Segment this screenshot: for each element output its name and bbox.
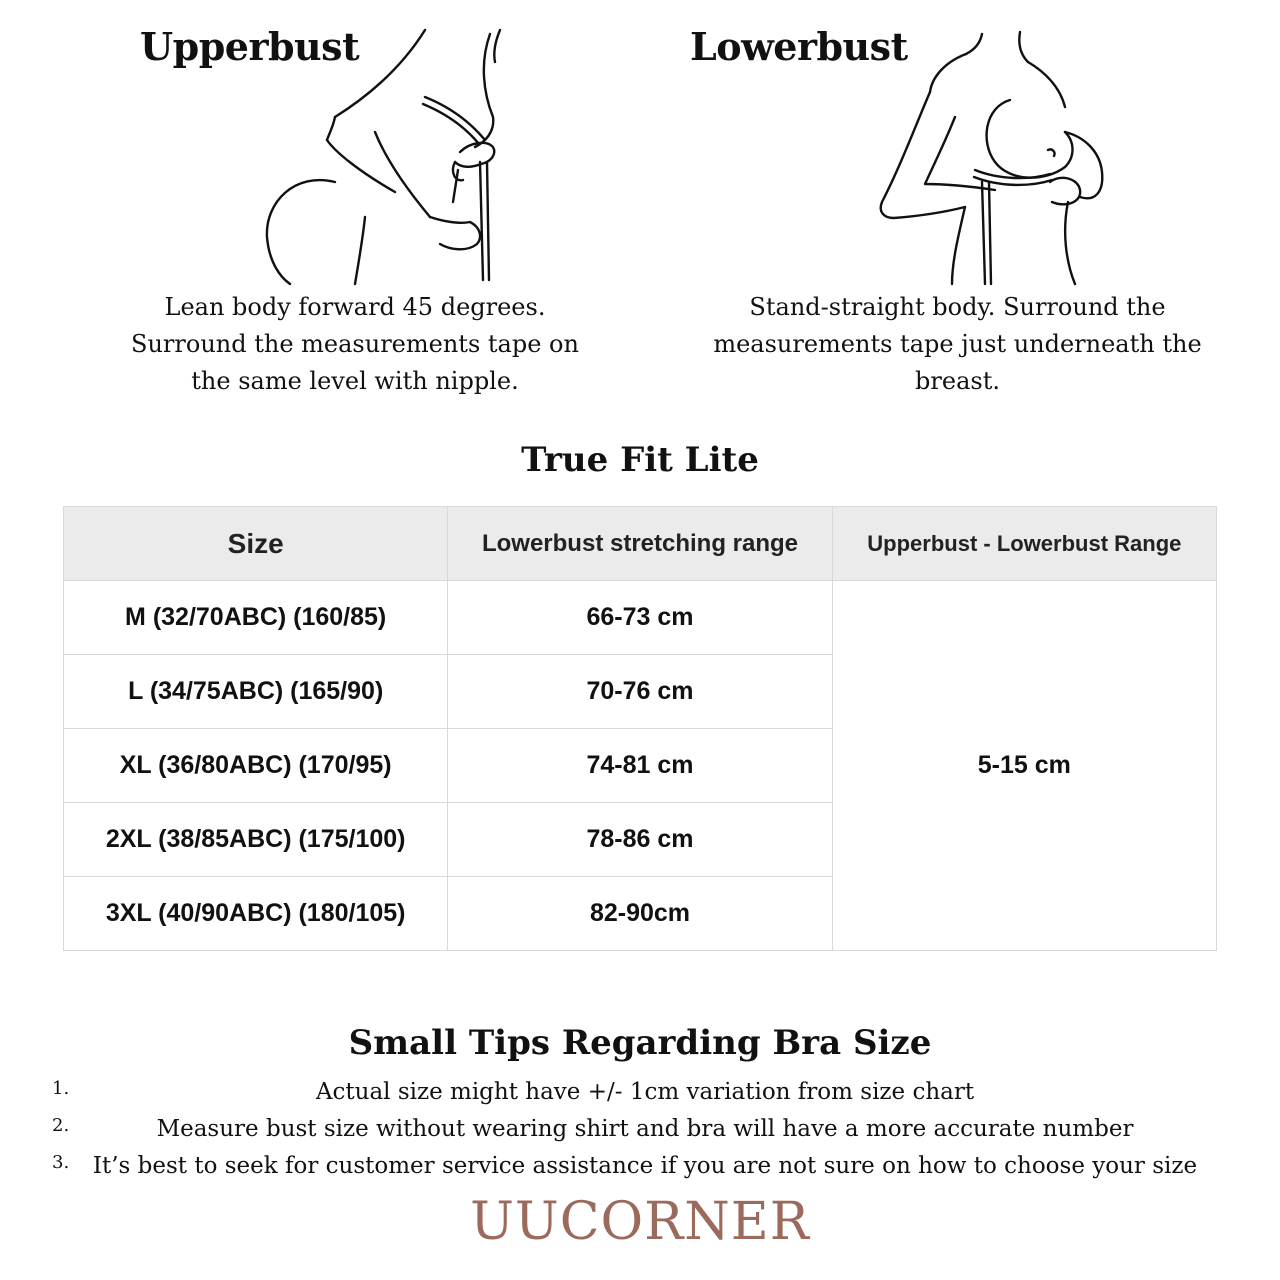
size-cell: L (34/75ABC) (165/90) <box>64 655 448 729</box>
header-upper-lower-range: Upperbust - Lowerbust Range <box>832 507 1216 581</box>
upperbust-description: Lean body forward 45 degrees. Surround the measurements tape on the same level with nipple. <box>131 293 579 395</box>
upperbust-title: Upperbust <box>140 24 360 69</box>
upperbust-measurement-icon <box>255 22 515 287</box>
lowerbust-title: Lowerbust <box>690 24 908 69</box>
brand-logo: UUCORNER <box>470 1192 810 1252</box>
size-cell: M (32/70ABC) (160/85) <box>64 581 448 655</box>
tip-item <box>52 1148 1212 1185</box>
tip-number: 2. <box>52 1115 70 1136</box>
range-cell: 5-15 cm <box>832 581 1216 951</box>
lowerbust-cell: 78-86 cm <box>448 803 832 877</box>
tips-title: Small Tips Regarding Bra Size <box>348 1023 932 1063</box>
header-lowerbust-range: Lowerbust stretching range <box>448 507 832 581</box>
tip-text: Actual size might have +/- 1cm variation from size chart <box>315 1079 975 1105</box>
tip-number: 1. <box>52 1078 70 1099</box>
lowerbust-cell: 74-81 cm <box>448 729 832 803</box>
size-cell: 2XL (38/85ABC) (175/100) <box>64 803 448 877</box>
tip-number: 3. <box>52 1152 70 1173</box>
table-title: True Fit Lite <box>521 440 759 480</box>
size-cell: XL (36/80ABC) (170/95) <box>64 729 448 803</box>
lowerbust-cell: 66-73 cm <box>448 581 832 655</box>
tip-item <box>52 1074 1212 1111</box>
tip-item <box>52 1111 1212 1148</box>
lowerbust-cell: 70-76 cm <box>448 655 832 729</box>
size-cell: 3XL (40/90ABC) (180/105) <box>64 877 448 951</box>
lowerbust-cell: 82-90cm <box>448 877 832 951</box>
table-header-row <box>64 507 1217 581</box>
lowerbust-description: Stand-straight body. Surround the measurements tape just underneath the breast. <box>713 293 1202 395</box>
lowerbust-measurement-icon <box>870 22 1115 287</box>
header-size: Size <box>64 507 448 581</box>
tip-text: Measure bust size without wearing shirt and bra will have a more accurate number <box>156 1116 1134 1142</box>
tip-text: It’s best to seek for customer service assistance if you are not sure on how to choose your size <box>92 1153 1198 1179</box>
size-table <box>63 506 1217 951</box>
table-row <box>64 581 1217 655</box>
